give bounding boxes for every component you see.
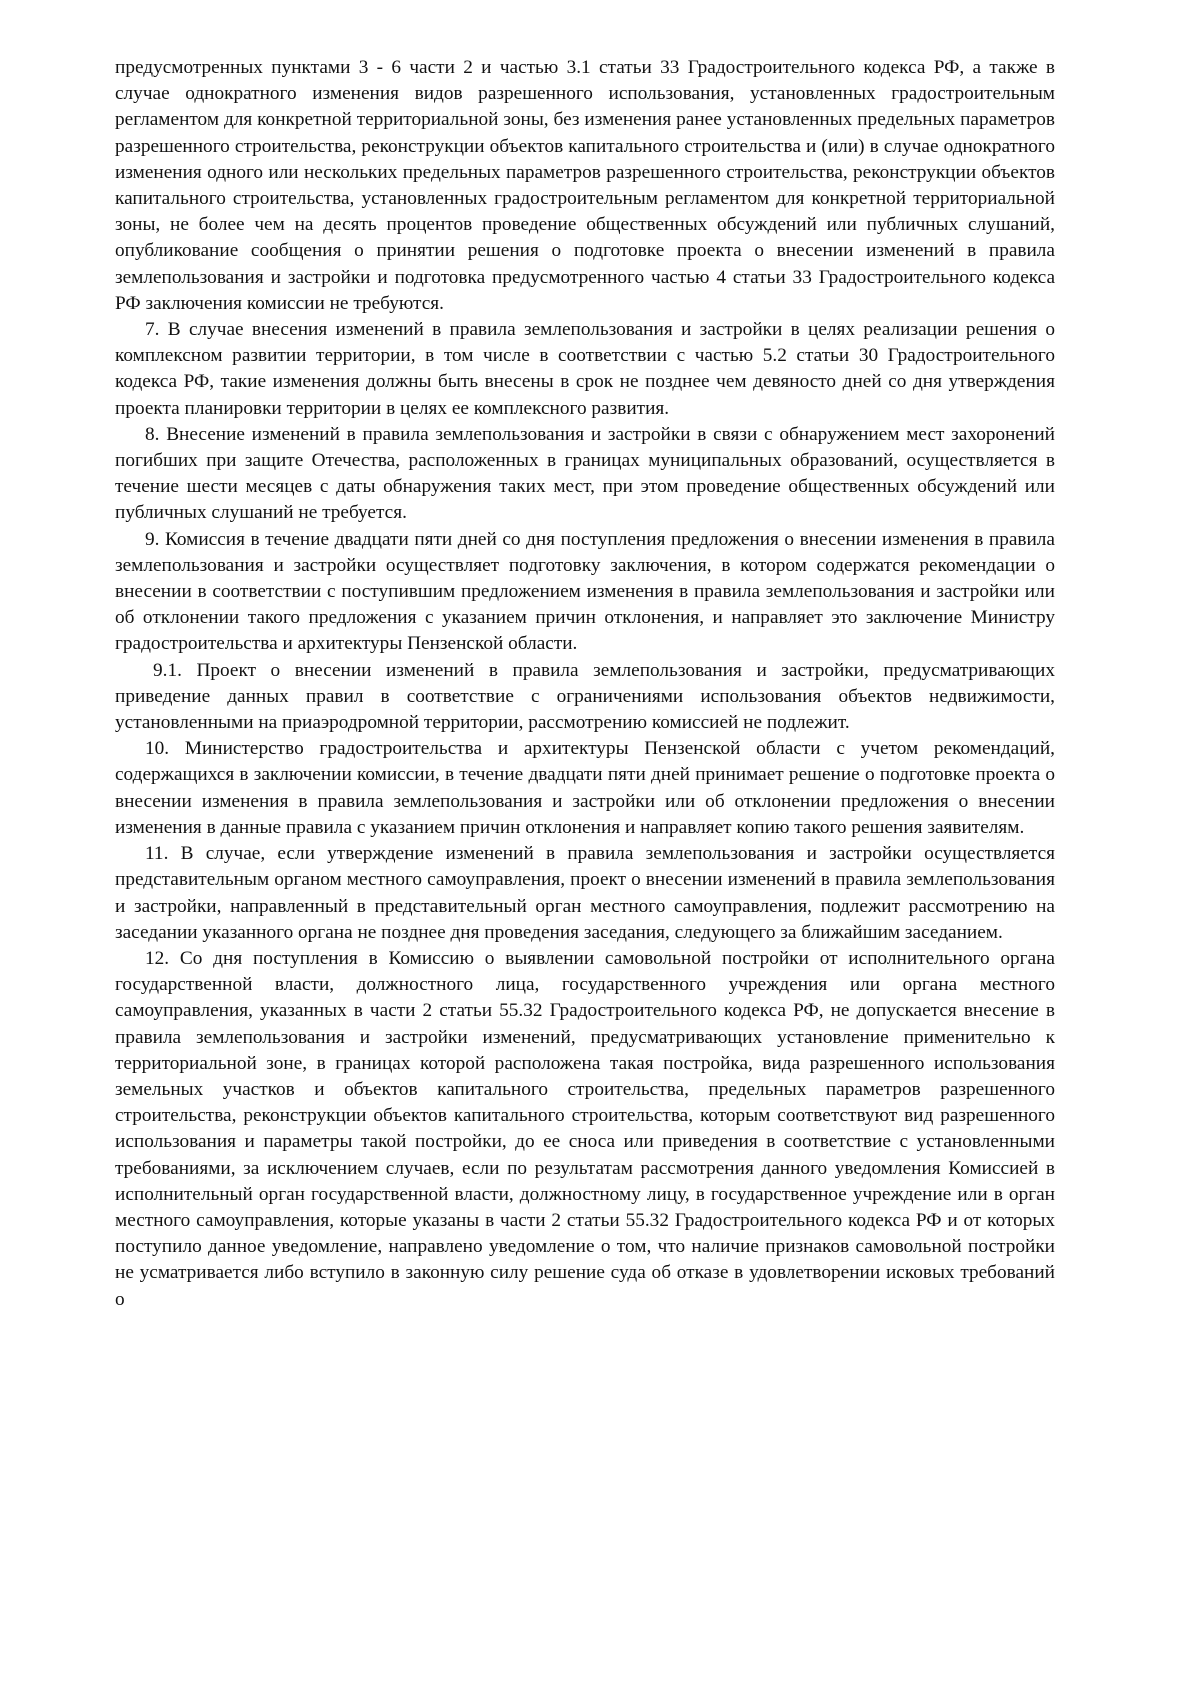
- paragraph-continuation: предусмотренных пунктами 3 - 6 части 2 и частью 3.1 статьи 33 Градостроительного кодекса РФ, а также в случае однократного изменения видов разрешенного использования, установленных градостроительным регламентом для конкретной территориальной зоны, без изменения ранее установленных предельных параметров разрешенного строительства, реконструкции объектов капитального строительства и (или) в случае однократного изменения одного или нескольких предельных параметров разрешенного строительства, реконструкции объектов капитального строительства, установленных градостроительным регламентом для конкретной территориальной зоны, не более чем на десять процентов проведение общественных обсуждений или публичных слушаний, опубликование сообщения о принятии решения о подготовке проекта о внесении изменений в правила землепользования и застройки и подготовка предусмотренного частью 4 статьи 33 Градостроительного кодекса РФ заключения комиссии не требуются.: [115, 57, 1055, 314]
- paragraph-9: 9. Комиссия в течение двадцати пяти дней со дня поступления предложения о внесении изменения в правила землепользования и застройки осуществляет подготовку заключения, в котором содержатся рекомендации о внесении в соответствии с поступившим предложением изменения в правила землепользования и застройки или об отклонении такого предложения с указанием причин отклонения, и направляет это заключение Министру градостроительства и архитектуры Пензенской области.: [115, 528, 1055, 655]
- paragraph-10: 10. Министерство градостроительства и архитектуры Пензенской области с учетом рекомендаций, содержащихся в заключении комиссии, в течение двадцати пяти дней принимает решение о подготовке проекта о внесении изменения в правила землепользования и застройки или об отклонении предложения о внесении изменения в данные правила с указанием причин отклонения и направляет копию такого решения заявителям.: [115, 738, 1055, 838]
- paragraph-9-1: 9.1. Проект о внесении изменений в правила землепользования и застройки, предусматривающих приведение данных правил в соответствие с ограничениями использования объектов недвижимости, установленными на приаэродромной территории, рассмотрению комиссией не подлежит.: [115, 659, 1055, 734]
- paragraph-8: 8. Внесение изменений в правила землепользования и застройки в связи с обнаружением мест захоронений погибших при защите Отечества, расположенных в границах муниципальных образований, осуществляется в течение шести месяцев с даты обнаружения таких мест, при этом проведение общественных обсуждений или публичных слушаний не требуется.: [115, 423, 1055, 524]
- paragraph-12: 12. Со дня поступления в Комиссию о выявлении самовольной постройки от исполнительного органа государственной власти, должностного лица, государственного учреждения или органа местного самоуправления, указанных в части 2 статьи 55.32 Градостроительного кодекса РФ, не допускается внесение в правила землепользования и застройки изменений, предусматривающих установление применительно к территориальной зоне, в границах которой расположена такая постройка, вида разрешенного использования земельных участков и объектов капитального строительства, предельных параметров разрешенного строительства, реконструкции объектов капитального строительства, которым соответствуют вид разрешенного использования и параметры такой постройки, до ее сноса или приведения в соответствие с установленными требованиями, за исключением случаев, если по результатам рассмотрения данного уведомления Комиссией в исполнительный орган государственной власти, должностному лицу, в государственное учреждение или в орган местного самоуправления, которые указаны в части 2 статьи 55.32 Градостроительного кодекса РФ и от которых поступило данное уведомление, направлено уведомление о том, что наличие признаков самовольной постройки не усматривается либо вступило в законную силу решение суда об отказе в удовлетворении исковых требований о: [115, 947, 1055, 1310]
- paragraph-11: 11. В случае, если утверждение изменений в правила землепользования и застройки осуществляется представительным органом местного самоуправления, проект о внесении изменений в правила землепользования и застройки, направленный в представительный орган местного самоуправления, подлежит рассмотрению на заседании указанного органа не позднее дня проведения заседания, следующего за ближайшим заседанием.: [115, 843, 1055, 943]
- paragraph-7: 7. В случае внесения изменений в правила землепользования и застройки в целях реализации решения о комплексном развитии территории, в том числе в соответствии с частью 5.2 статьи 30 Градостроительного кодекса РФ, такие изменения должны быть внесены в срок не позднее чем девяносто дней со дня утверждения проекта планировки территории в целях ее комплексного развития.: [115, 319, 1055, 419]
- document-page: [115, 55, 1055, 1313]
